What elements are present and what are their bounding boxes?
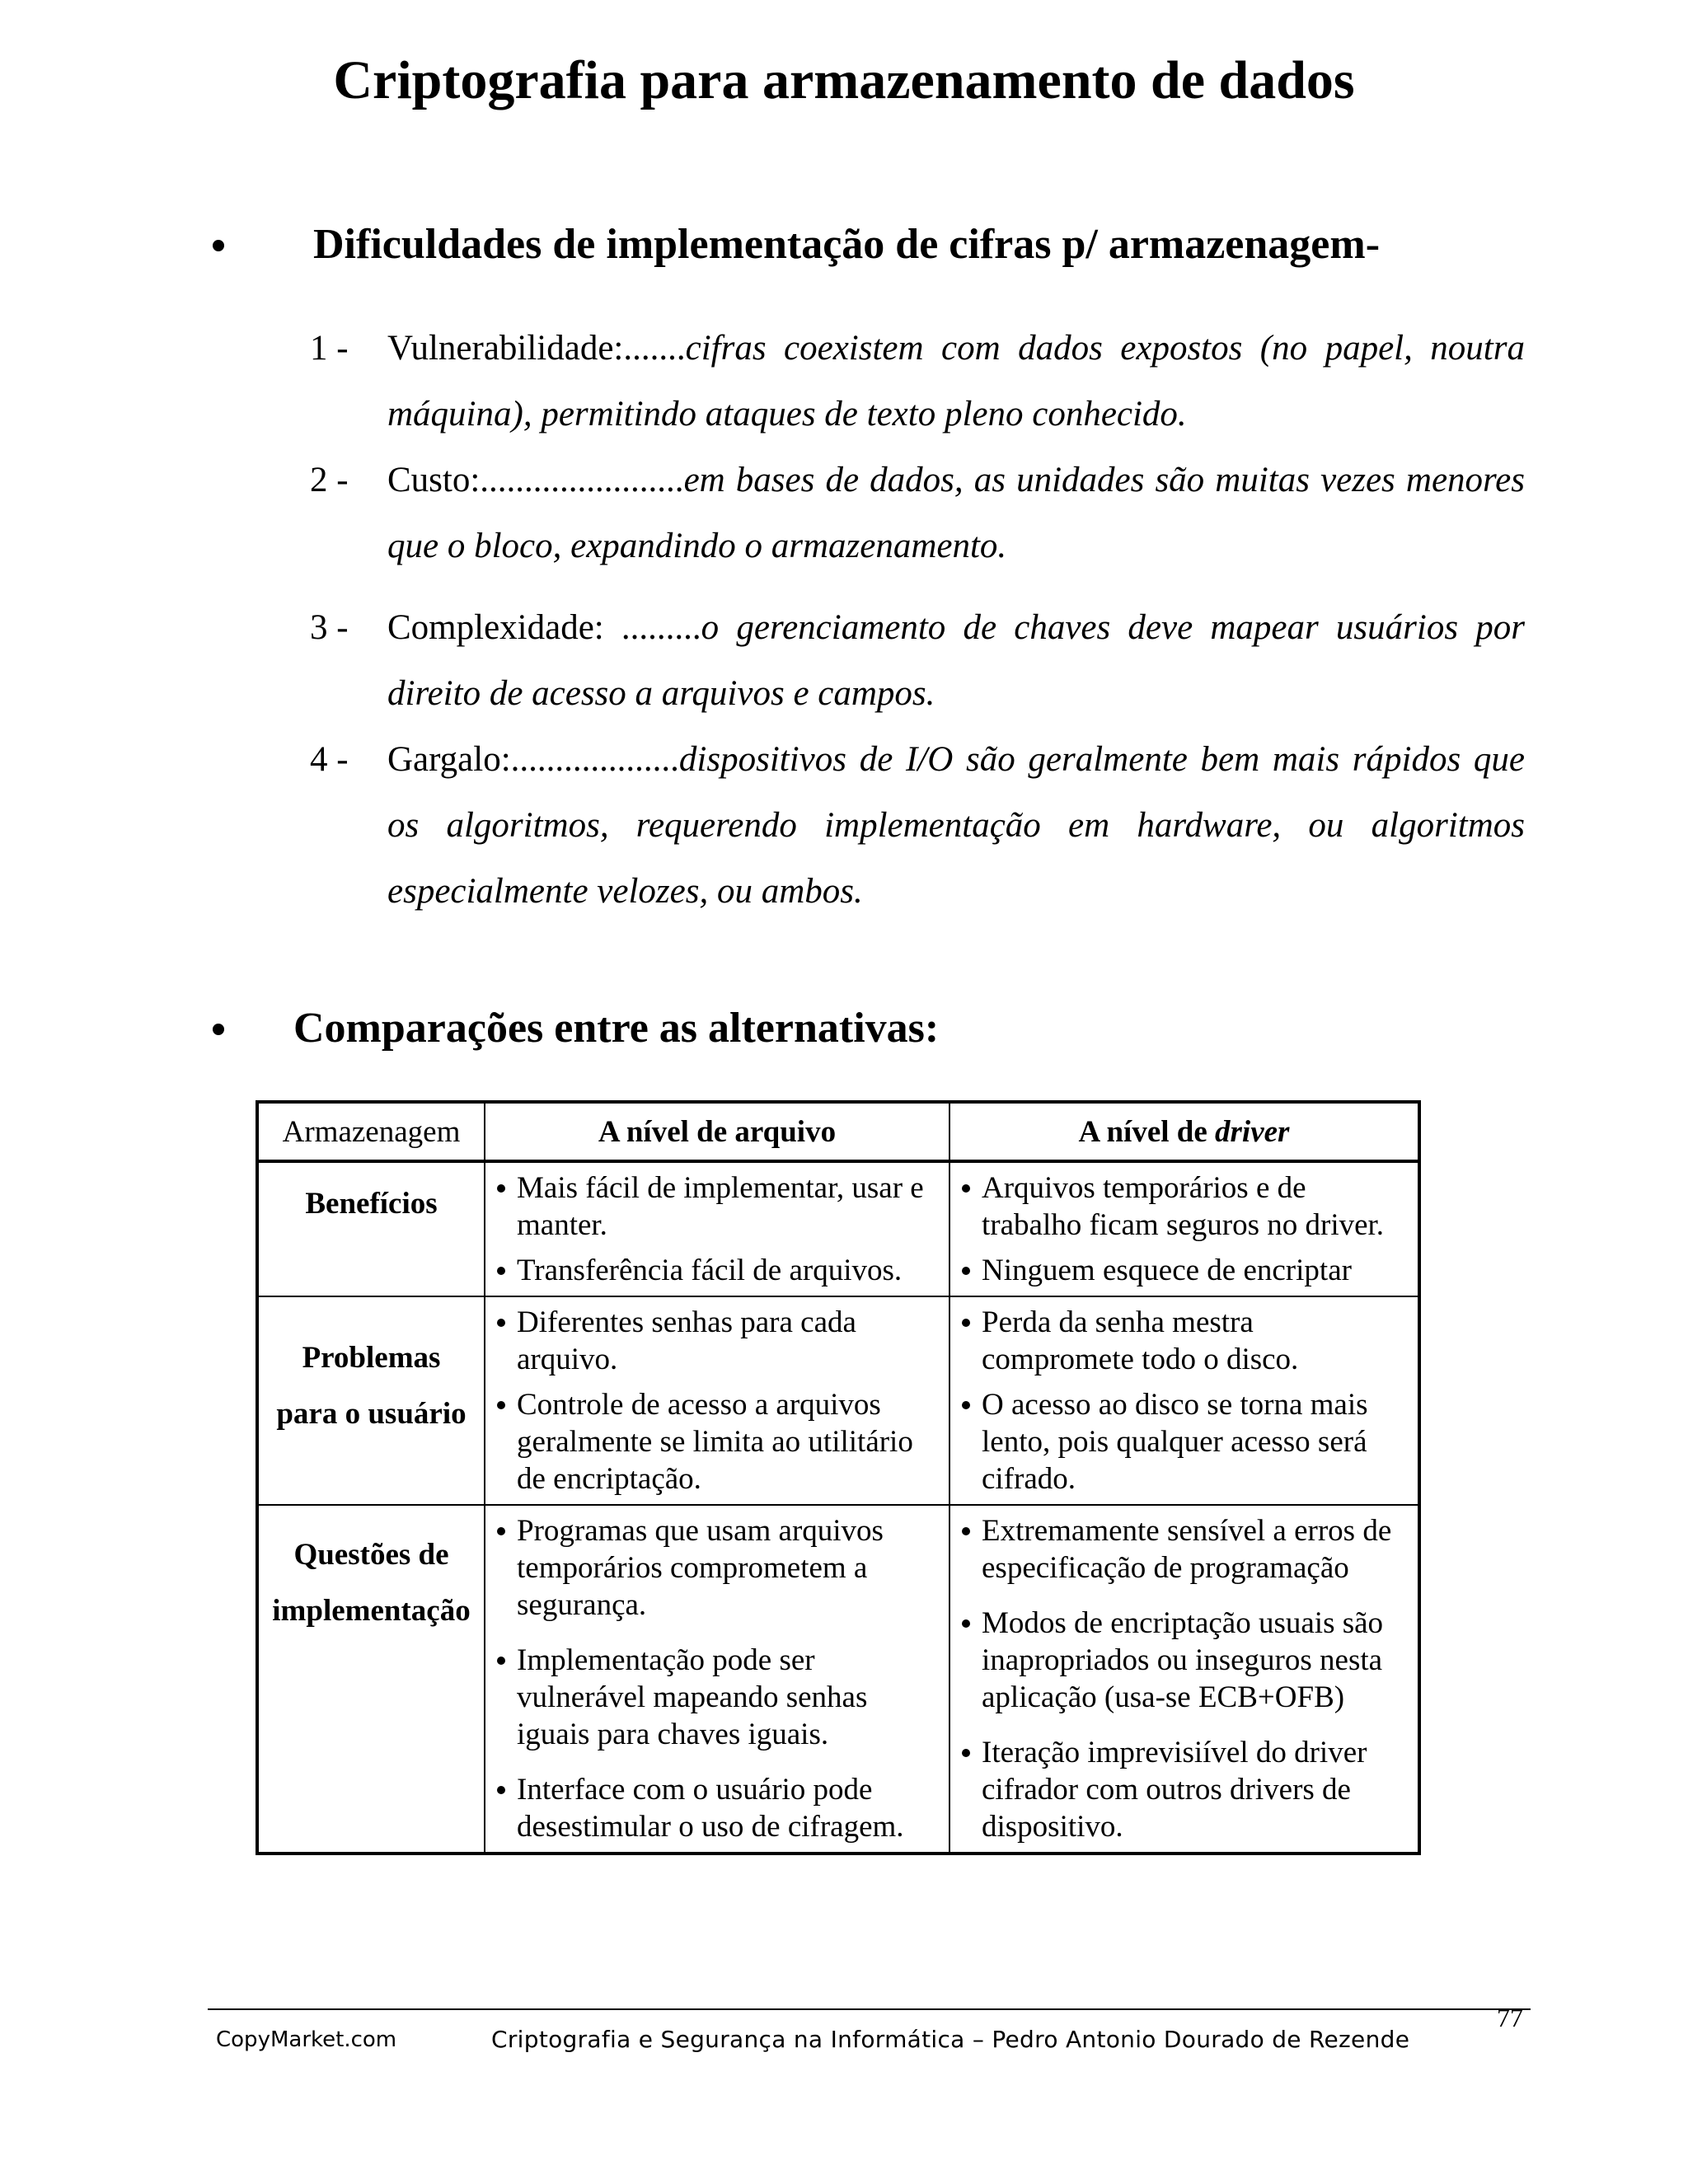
- item-label: Complexidade: .........: [387, 608, 701, 647]
- header-storage: Armazenagem: [257, 1102, 485, 1161]
- item-text: [387, 316, 1525, 448]
- header-driver-level: [950, 1102, 1419, 1161]
- list-item: Ninguem esquece de encriptar: [959, 1252, 1413, 1289]
- row-label: [257, 1296, 485, 1505]
- page-number: 77: [1497, 2003, 1523, 2032]
- table-row: [257, 1161, 1419, 1296]
- item-description: dispositivos de I/O são geralmente bem mais rápidos que os algoritmos, requerendo implementação em hardware, ou algoritmos especialmente velozes, ou ambos.: [387, 740, 1525, 911]
- item-label: Gargalo:...................: [387, 740, 679, 779]
- list-item: Transferência fácil de arquivos.: [494, 1252, 944, 1289]
- list-item: Extremamente sensível a erros de especificação de programação: [959, 1512, 1413, 1586]
- row-label-line: Questões de: [293, 1538, 449, 1572]
- bullet-icon: [213, 240, 224, 251]
- item-label: Custo:.......................: [387, 461, 684, 499]
- table-row: [257, 1505, 1419, 1854]
- item-description: em bases de dados, as unidades são muitas vezes menores que o bloco, expandindo o armazenamento.: [387, 461, 1525, 565]
- row-label: [257, 1161, 485, 1296]
- header-driver-em: driver: [1215, 1114, 1290, 1149]
- list-item: Controle de acesso a arquivos geralmente se limita ao utilitário de encriptação.: [494, 1386, 944, 1497]
- list-item: Interface com o usuário pode desestimular o uso de cifragem.: [494, 1771, 944, 1845]
- footer-site: CopyMarket.com: [216, 2027, 397, 2052]
- list-item: Implementação pode ser vulnerável mapeando senhas iguais para chaves iguais.: [494, 1642, 944, 1753]
- section-heading: Comparações entre as alternativas:: [293, 1005, 940, 1052]
- section-heading: Dificuldades de implementação de cifras p/ armazenagem-: [313, 221, 1381, 268]
- item-number: 3 -: [310, 608, 349, 647]
- list-item: Modos de encriptação usuais são inapropriados ou inseguros nesta aplicação (usa-se ECB+OFB): [959, 1605, 1413, 1716]
- item-number: 2 -: [310, 461, 349, 499]
- footer-divider: [208, 2008, 1531, 2010]
- header-driver-prefix: A nível de: [1078, 1114, 1216, 1149]
- row-label: [257, 1505, 485, 1854]
- driver-level-cell: [950, 1505, 1419, 1854]
- list-item: O acesso ao disco se torna mais lento, pois qualquer acesso será cifrado.: [959, 1386, 1413, 1497]
- bullet-icon: [213, 1024, 224, 1035]
- item-number: 1 -: [310, 329, 349, 368]
- driver-level-cell: [950, 1296, 1419, 1505]
- file-level-cell: [485, 1505, 950, 1854]
- item-text: [387, 595, 1525, 727]
- row-label-line: implementação: [272, 1594, 471, 1628]
- footer-book-title: Criptografia e Segurança na Informática – Pedro Antonio Dourado de Rezende: [491, 2026, 1410, 2053]
- file-level-cell: [485, 1296, 950, 1505]
- list-item: Iteração imprevisiível do driver cifrador com outros drivers de dispositivo.: [959, 1734, 1413, 1845]
- file-level-cell: [485, 1161, 950, 1296]
- page-title: Criptografia para armazenamento de dados: [333, 50, 1355, 110]
- item-description: cifras coexistem com dados expostos (no papel, noutra máquina), permitindo ataques de texto pleno conhecido.: [387, 329, 1525, 434]
- comparison-table: [256, 1100, 1421, 1855]
- header-file-level: A nível de arquivo: [485, 1102, 950, 1161]
- row-label-line: Benefícios: [305, 1187, 438, 1221]
- item-text: [387, 448, 1525, 579]
- item-label: Vulnerabilidade:.......: [387, 329, 686, 368]
- table-row: [257, 1296, 1419, 1505]
- list-item: Perda da senha mestra compromete todo o disco.: [959, 1304, 1413, 1378]
- item-text: [387, 727, 1525, 925]
- list-item: Programas que usam arquivos temporários comprometem a segurança.: [494, 1512, 944, 1624]
- item-description: o gerenciamento de chaves deve mapear usuários por direito de acesso a arquivos e campos.: [387, 608, 1525, 713]
- driver-level-cell: [950, 1161, 1419, 1296]
- list-item: Arquivos temporários e de trabalho ficam seguros no driver.: [959, 1169, 1413, 1244]
- list-item: Diferentes senhas para cada arquivo.: [494, 1304, 944, 1378]
- list-item: Mais fácil de implementar, usar e manter.: [494, 1169, 944, 1244]
- item-number: 4 -: [310, 740, 349, 779]
- row-label-line: para o usuário: [276, 1397, 467, 1431]
- table-header-row: [257, 1102, 1419, 1161]
- row-label-line: Problemas: [302, 1341, 441, 1375]
